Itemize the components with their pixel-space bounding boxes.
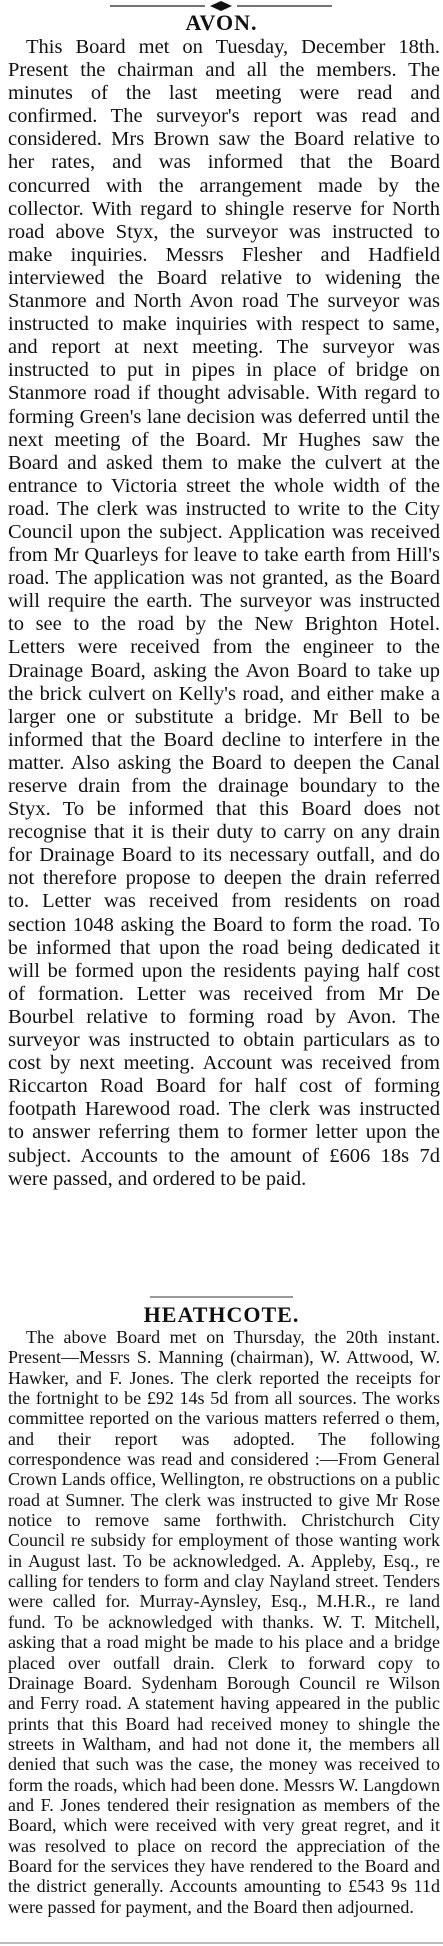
bottom-rule	[0, 1942, 443, 1944]
section-heading-heathcote: HEATHCOTE.	[143, 1302, 300, 1327]
article-body-heathcote: The above Board met on Thursday, the 20th instant. Present—Messrs S. Manning (chairman), W. Attwood, W. Hawker, and F. Jones. The clerk reported the receipts for the fortnight to be £92 14s 5d from all sources. The works committee reported on the various matters referred o them, and their report was adopted. The following correspondence was read and considered :—From General Crown Lands office, Wellington, re obstructions on a public road at Sumner. The clerk was instructed to give Mr Rose notice to remove same forthwith. Christchurch City Council re subsidy for employment of those wanting work in August last. To be acknowledged. A. Appleby, Esq., re calling for tenders to form and clay Nayland street. Tenders were called for. Murray-Aynsley, Esq., M.H.R., re land fund. To be acknowledged with thanks. W. T. Mitchell, asking that a road might be made to his place and a bridge placed over outfall drain. Clerk to forward copy to Drainage Board. Sydenham Borough Council re Wilson and Ferry road. A statement having appeared in the public prints that this Board had received money to shingle the streets in Waltham, and had not done it, the members all denied that such was the case, the money was received to form the roads, which had been done. Messrs W. Langdown and F. Jones tendered their resignation as members of the Board, which were received with very great regret, and it was resolved to place on record the appreciation of the Board for the services they have rendered to the Board and the district generally. Accounts amounting to £543 9s 11d were passed for payment, and the Board then adjourned.	[8, 1327, 440, 1917]
article-body-avon: This Board met on Tuesday, December 18th. Present the chairman and all the members. The minutes of the last meeting were read and confirmed. The surveyor's report was read and considered. Mrs Brown saw the Board relative to her rates, and was informed that the Board concurred with the arrangement made by the collector. With regard to shingle reserve for North road above Styx, the surveyor was instructed to make inquiries. Messrs Flesher and Hadfield interviewed the Board relative to widening the Stanmore and North Avon road The surveyor was instructed to make inquiries with respect to same, and report at next meeting. The surveyor was instructed to put in pipes in place of bridge on Stanmore road if thought advisable. With regard to forming Green's lane decision was deferred until the next meeting of the Board. Mr Hughes saw the Board and asked them to make the culvert at the entrance to Victoria street the whole width of the road. The clerk was instructed to write to the City Council upon the subject. Application was received from Mr Quarleys for leave to take earth from Hill's road. The application was not granted, as the Board will require the earth. The surveyor was instructed to see to the road by the New Brighton Hotel. Letters were received from the engineer to the Drainage Board, asking the Avon Board to take up the brick culvert on Kelly's road, and either make a larger one or substitute a bridge. Mr Bell to be informed that the Board decline to interfere in the matter. Also asking the Board to deepen the Canal reserve drain from the drainage boundary to the Styx. To be informed that this Board does not recognise that it is their duty to carry on any drain for Drainage Board to its necessary outfall, and do not therefore propose to deepen the drain referred to. Letter was received from residents on road section 1048 asking the Board to form the road. To be informed that upon the road being dedicated it will be formed upon the residents paying half cost of formation. Letter was received from Mr De Bourbel relative to forming road by Avon. The surveyor was instructed to obtain particulars as to cost by next meeting. Account was received from Riccarton Road Board for half cost of forming footpath Harewood road. The clerk was instructed to answer referring them to former letter upon the subject. Accounts to the amount of £606 18s 7d were passed, and ordered to be paid.	[8, 36, 440, 1190]
section-heading-avon: AVON.	[185, 10, 258, 35]
section-divider	[0, 1296, 443, 1298]
